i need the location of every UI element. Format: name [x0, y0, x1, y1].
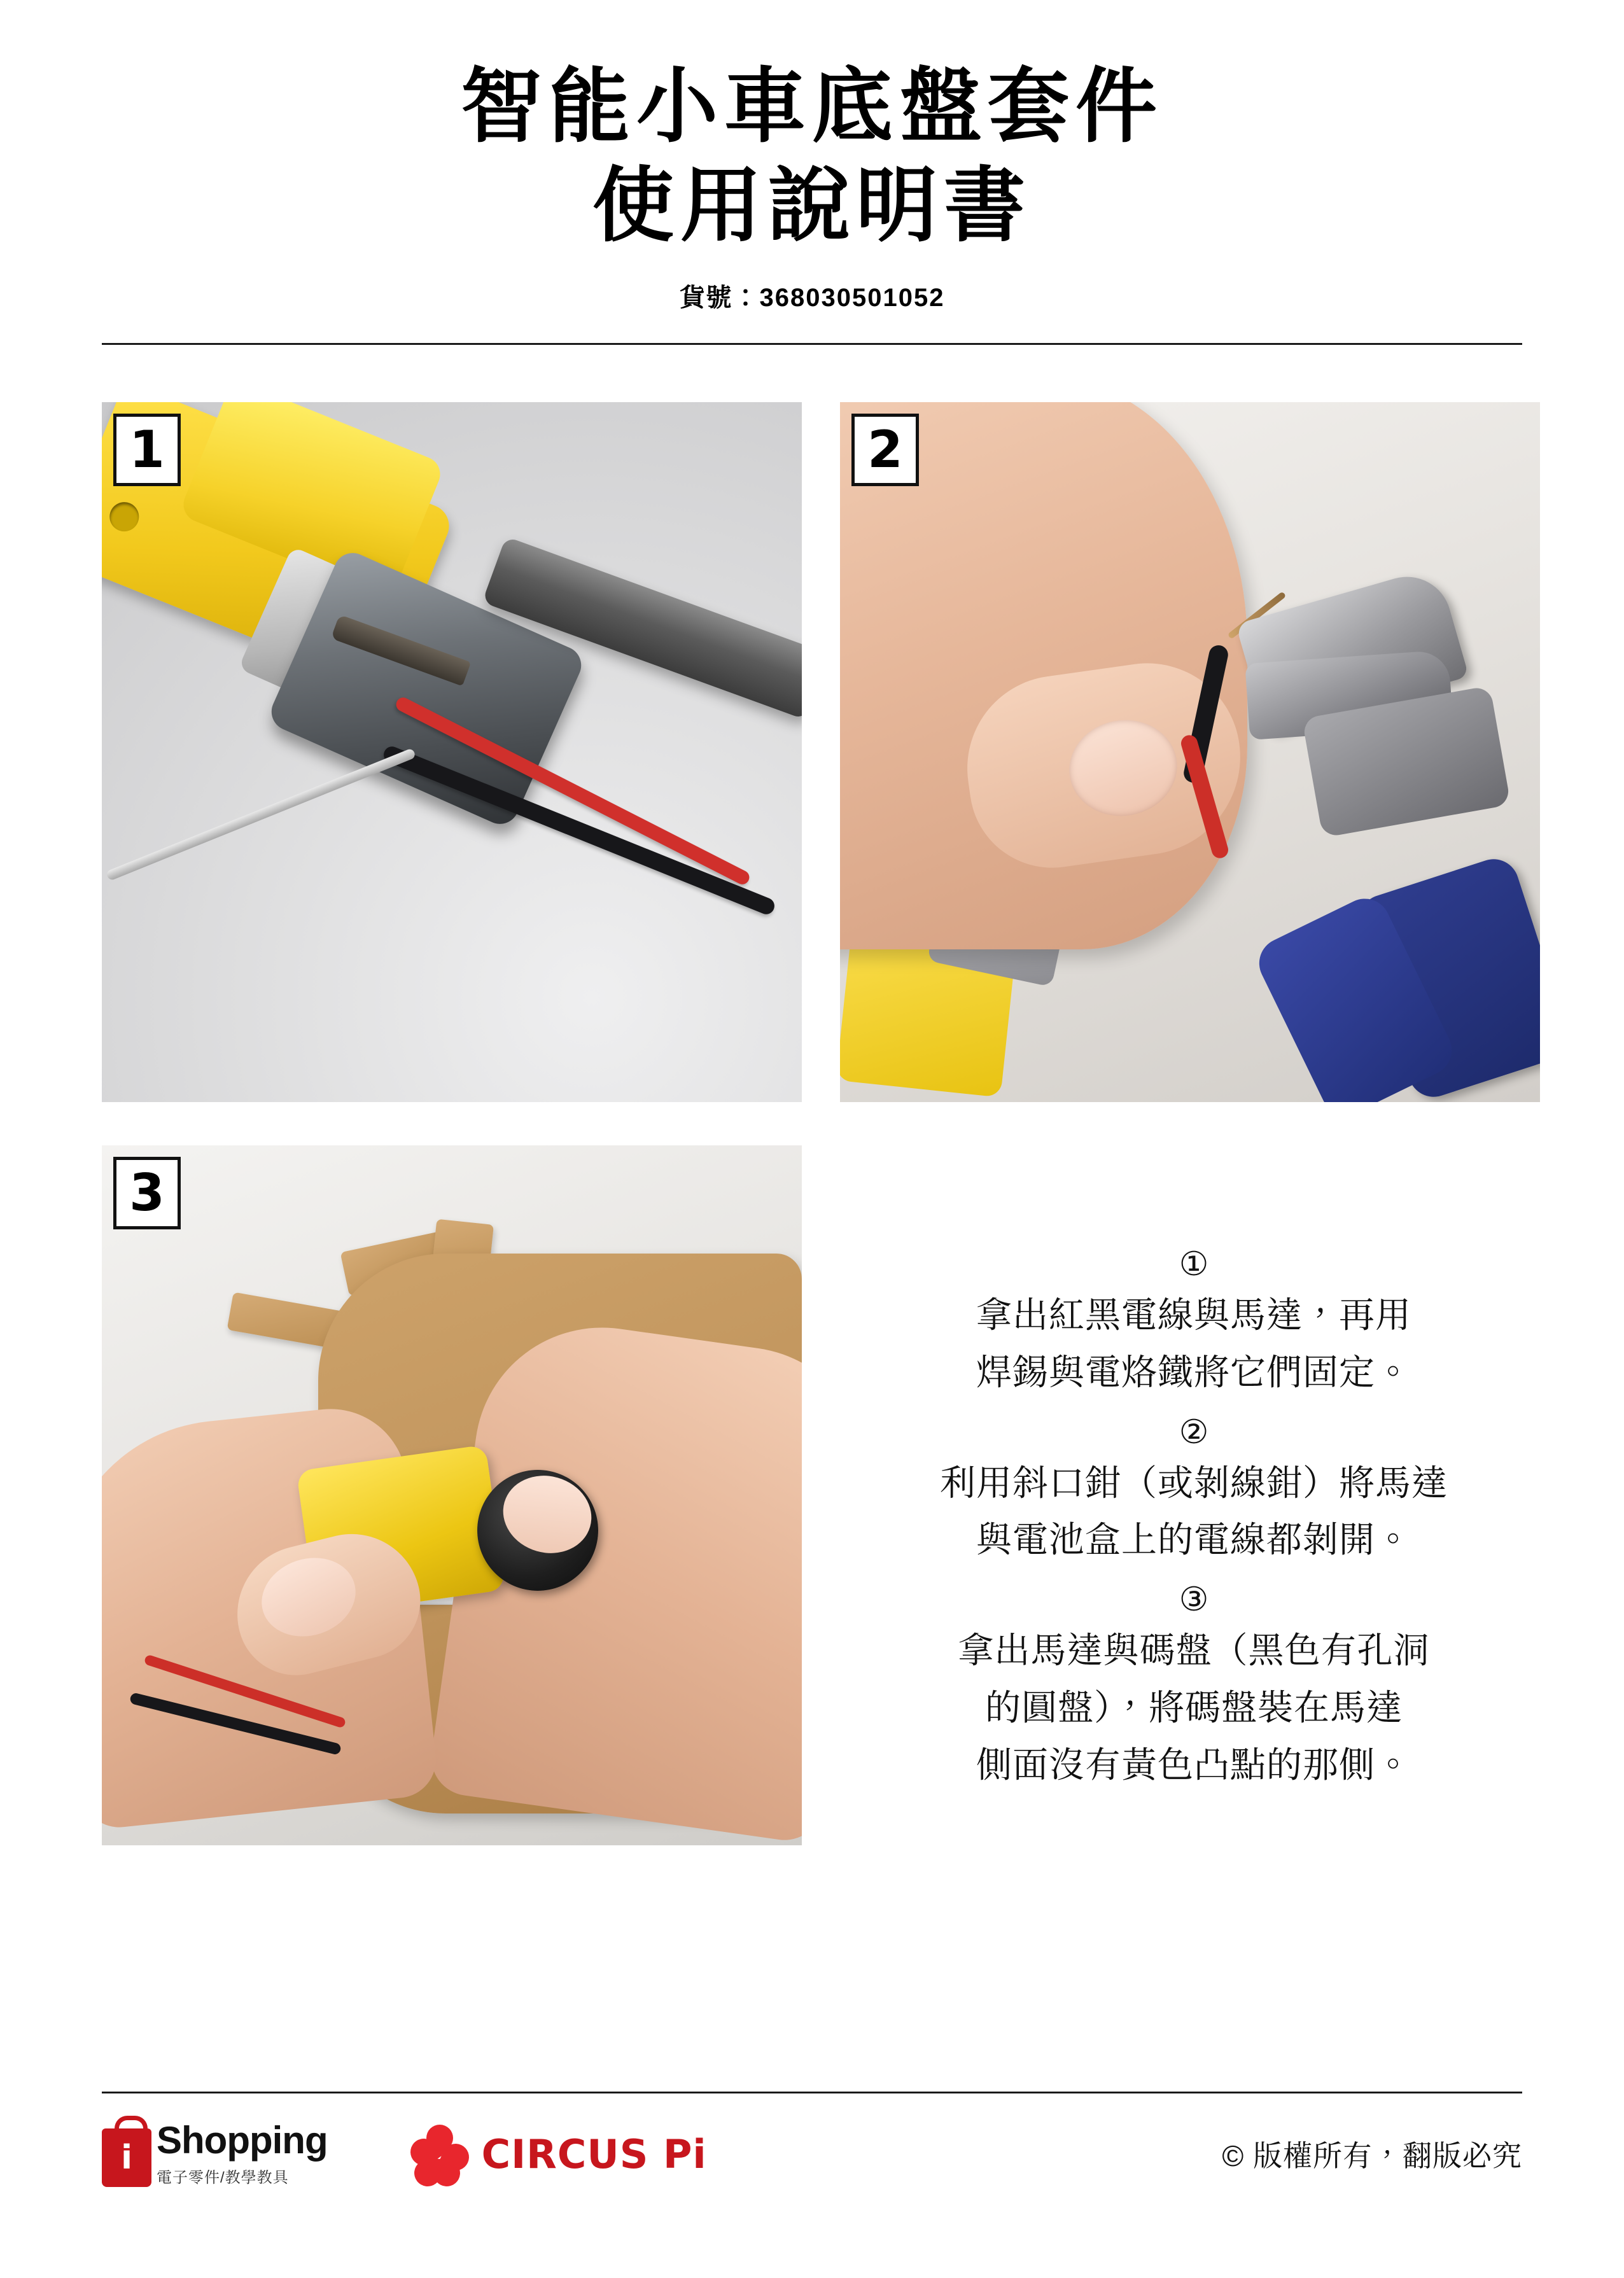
shopping-bag-icon: [102, 2128, 151, 2187]
page-footer: [102, 2106, 1522, 2202]
circuspi-logo: [410, 2125, 707, 2183]
step-3-number: ③: [1179, 1581, 1209, 1619]
step-3-line-2: 的圓盤），將碼盤裝在馬達: [985, 1687, 1403, 1728]
instruction-step-2: [940, 1408, 1448, 1572]
instruction-step-3: [958, 1575, 1430, 1796]
step-3-line-3: 側面沒有黃色凸點的那側。: [976, 1744, 1411, 1785]
copyright-notice: © 版權所有，翻版必究: [1222, 2139, 1522, 2172]
logo-letter: i: [121, 2138, 132, 2177]
icshopping-tagline: 電子零件/教學教具: [157, 2169, 289, 2186]
step-1-number: ①: [1179, 1245, 1209, 1284]
content-grid: [102, 402, 1522, 1871]
figure-3: [102, 1145, 802, 1845]
figure-2: [840, 402, 1540, 1102]
step-1-line-1: 拿出紅黑電線與馬達，再用: [976, 1295, 1411, 1336]
page-header: [102, 0, 1522, 345]
step-2-line-1: 利用斜口鉗（或剝線鉗）將馬達: [940, 1462, 1448, 1503]
sku-code: 貨號：368030501052: [679, 284, 945, 312]
icshopping-logo: [102, 2118, 328, 2187]
step-1-line-2: 焊錫與電烙鐵將它們固定。: [976, 1352, 1411, 1392]
header-divider: [102, 343, 1522, 345]
flower-icon: [410, 2125, 469, 2183]
footer-divider: [102, 2092, 1522, 2093]
photo-wire-stripping: [840, 402, 1540, 1102]
instruction-step-1: [976, 1240, 1411, 1404]
step-3-line-1: 拿出馬達與碼盤（黑色有孔洞: [958, 1630, 1430, 1671]
step-2-number: ②: [1179, 1413, 1209, 1451]
circuspi-name: CIRCUS Pi: [481, 2130, 707, 2177]
instruction-text-block: [840, 1145, 1548, 1871]
photo-motor-soldering: [102, 402, 802, 1102]
solder-wire-shape: [106, 748, 416, 881]
step-2-line-2: 與電池盒上的電線都剝開。: [976, 1520, 1411, 1560]
page-title-line2: 使用說明書: [592, 160, 1032, 252]
figure-1: [102, 402, 802, 1102]
photo-encoder-mounting: [102, 1145, 802, 1845]
black-wire-shape: [381, 744, 777, 917]
page-title-line1: 智能小車底盤套件: [460, 61, 1163, 152]
figure-1-label: 1: [113, 414, 181, 486]
icshopping-name: Shopping: [157, 2118, 328, 2162]
figure-3-label: 3: [113, 1157, 181, 1229]
figure-2-label: 2: [851, 414, 919, 486]
